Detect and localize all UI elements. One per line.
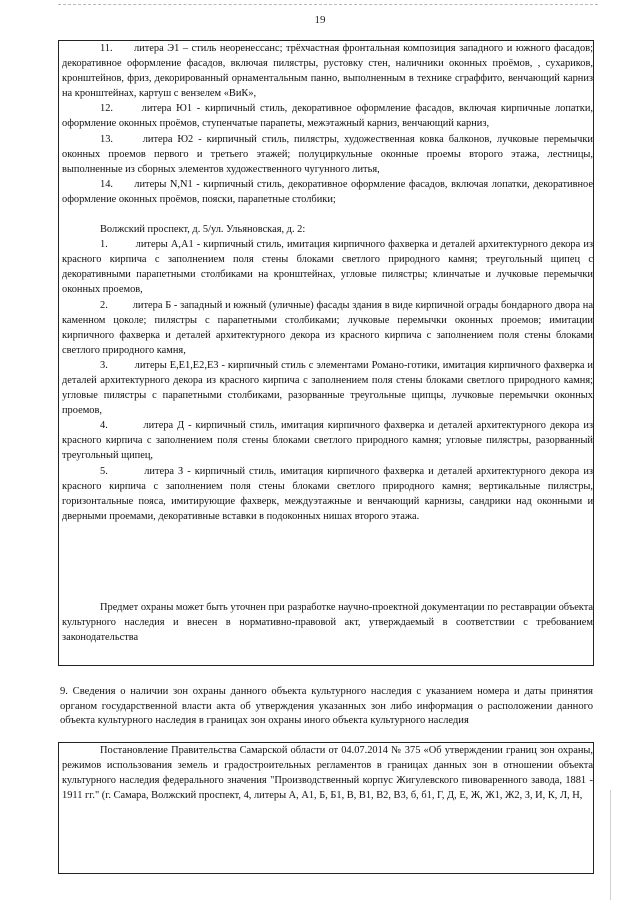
section-9-heading: 9. Сведения о наличии зон охраны данного объекта культурного наследия с указанием номера и даты принятия органом государственной власти акта об утверждения указанных зон либо информация о расположении данного объекта культурного наследия в границах зон охраны иного объекта культурного наследия — [60, 686, 593, 727]
list-item: 14. литеры N,N1 - кирпичный стиль, декоративное оформление фасадов, включая лопатки, декоративное оформление оконных проёмов, пояски, парапетные столбики; — [62, 178, 593, 205]
list-item: 13. литера Ю2 - кирпичный стиль, пилястры, художественная ковка балконов, лучковые перемычки оконных проемов первого и третьего этажей; полуциркульные оконные проемы второго этажа, лестницы, выполненные из сборных элементов художественного чугунного литья, — [62, 133, 593, 175]
section-9 — [60, 685, 593, 729]
page-number: 19 — [314, 14, 326, 26]
list-item: 3. литеры Е,Е1,Е2,Е3 - кирпичный стиль с элементами Романо-готики, имитация кирпичного фахверка и деталей архитектурного декора из красного кирпича с заполнением поля стены блоками светлого природного камня; угловые пилястры с парапетными столбиками, разорванные треугольные щипцы, лучковые перемычки оконных проемов, — [62, 359, 593, 417]
protection-items-block — [62, 41, 593, 524]
note-text: Предмет охраны может быть уточнен при разработке научно-проектной документации по реставрации объекта культурного наследия и внесен в нормативно-правовой акт, утверждаемый в соответствии с требованием законодательства — [62, 602, 593, 644]
list-item: 5. литера З - кирпичный стиль, имитация кирпичного фахверка и деталей архитектурного декора из красного кирпича с заполнением поля стены блоками светлого природного камня; вертикальные пилястры, горизонтальные пояса, имитирующие фахверк, междуэтажные и венчающий карнизы, сандрики над оконными и дверными проемами, декоративные вставки в подоконных нишах второго этажа. — [62, 465, 593, 522]
resolution-text: Постановление Правительства Самарской области от 04.07.2014 № 375 «Об утверждении границ зон охраны, режимов использования земель и градостроительных регламентов в границах данных зон в отношении объекта культурного наследия федерального значения "Производственный корпус Жигулевского пивоваренного завода, 1881 - 1911 гг." (г. Самара, Волжский проспект, 4, литеры А, А1, Б, Б1, В, В1, В2, В3, б, б1, Г, Д, Е, Ж, Ж1, Ж2, З, И, К, Л, Н, — [62, 745, 593, 802]
list-item: 4. литера Д - кирпичный стиль, имитация кирпичного фахверка и деталей архитектурного декора из красного кирпича с заполнением поля стены блоками светлого природного камня; угловые пилястры, разорванный треугольный щипец, — [62, 420, 593, 462]
list-item: 1. литеры А,А1 - кирпичный стиль, имитация кирпичного фахверка и деталей архитектурного декора из красного кирпича с заполнением поля стены блоками светлого природного камня; треугольный щипец с декоративными парапетными столбиками на кронштейнах, угловые пилястры; клинчатые и лучковые перемычки оконных проемов, — [62, 239, 593, 296]
list-item: 11. литера Э1 – стиль неоренессанс; трёхчастная фронтальная композиция западного и южного фасадов; декоративное оформление фасадов, включая пилястры, рустовку стен, наличники оконных проёмов, , сухариков, кронштейнов, фриз, декорированный орнаментальным панно, выполненным в технике сграффито, венчающий карниз на кронштейнах, картуш с вензелем «ВиК», — [62, 43, 593, 100]
resolution-block — [62, 743, 593, 803]
address-line: Волжский проспект, д. 5/ул. Ульяновская, д. 2: — [100, 224, 306, 236]
list-item: 2. литера Б - западный и южный (уличные) фасады здания в виде кирпичной ограды бондарного двора на каменном цоколе; пилястры с парапетными столбиками; лучковые перемычки оконных проемов; имитации кирпичного фахверка и деталей архитектурного декора из красного кирпича с заполнением поля стены блоками светлого природного камня, — [62, 299, 593, 356]
list-item: 12. литера Ю1 - кирпичный стиль, декоративное оформление фасадов, включая кирпичные лопатки, оформление оконных проёмов, ступенчатые парапеты, межэтажный карниз, венчающий карниз, — [62, 103, 593, 130]
note-block — [62, 600, 593, 645]
scan-edge-mark — [610, 790, 611, 900]
scan-edge-line — [58, 4, 598, 5]
